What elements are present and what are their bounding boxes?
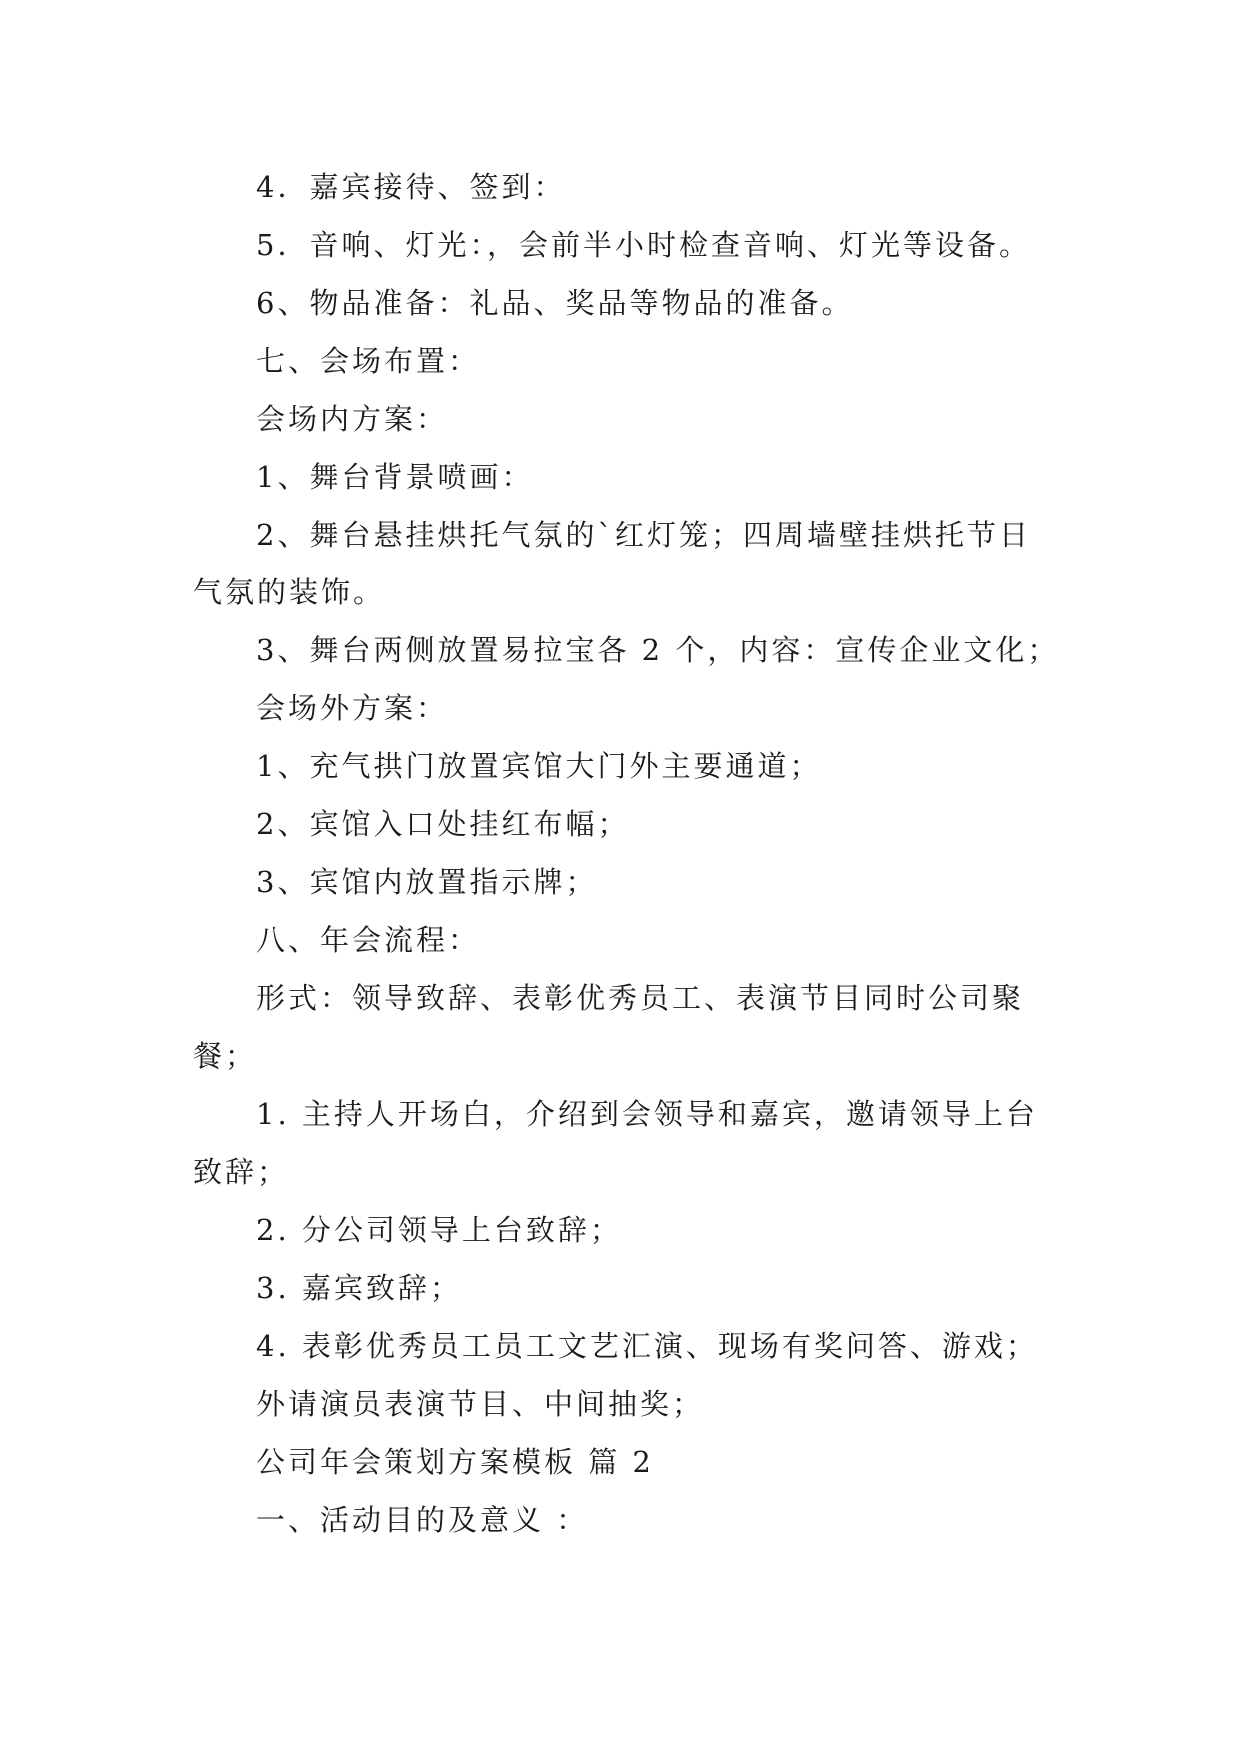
text-line: 3、宾馆内放置指示牌； xyxy=(256,865,598,899)
section-heading: 八、年会流程： xyxy=(256,923,481,957)
text-line: 1. 主持人开场白，介绍到会领导和嘉宾，邀请领导上台 xyxy=(256,1097,1038,1131)
text-line: 餐； xyxy=(193,1039,258,1073)
text-line: 6、物品准备：礼品、奖品等物品的准备。 xyxy=(256,286,854,320)
text-line: 4．嘉宾接待、签到： xyxy=(256,170,566,204)
text-line: 气氛的装饰。 xyxy=(193,575,386,609)
section-heading: 七、会场布置： xyxy=(256,344,481,378)
text-line: 1、充气拱门放置宾馆大门外主要通道； xyxy=(256,749,822,783)
text-line: 1、舞台背景喷画： xyxy=(256,460,534,494)
text-line: 2、舞台悬挂烘托气氛的`红灯笼；四周墙壁挂烘托节日 xyxy=(256,518,1031,552)
text-line: 3、舞台两侧放置易拉宝各 2 个，内容：宣传企业文化； xyxy=(256,633,1060,667)
text-line: 4. 表彰优秀员工员工文艺汇演、现场有奖问答、游戏； xyxy=(256,1329,1038,1363)
section-heading: 一、活动目的及意义 ： xyxy=(256,1503,589,1537)
text-line: 致辞； xyxy=(193,1155,290,1189)
section-title: 公司年会策划方案模板 篇 2 xyxy=(256,1445,654,1479)
text-line: 3. 嘉宾致辞； xyxy=(256,1271,462,1305)
text-line: 2、宾馆入口处挂红布幅； xyxy=(256,807,630,841)
text-line: 2. 分公司领导上台致辞； xyxy=(256,1213,622,1247)
subheading: 会场内方案： xyxy=(256,402,449,436)
subheading: 会场外方案： xyxy=(256,691,449,725)
text-line: 外请演员表演节目、中间抽奖； xyxy=(256,1387,705,1421)
text-line: 形式：领导致辞、表彰优秀员工、表演节目同时公司聚 xyxy=(256,981,1025,1015)
text-line: 5．音响、灯光：，会前半小时检查音响、灯光等设备。 xyxy=(256,228,1031,262)
